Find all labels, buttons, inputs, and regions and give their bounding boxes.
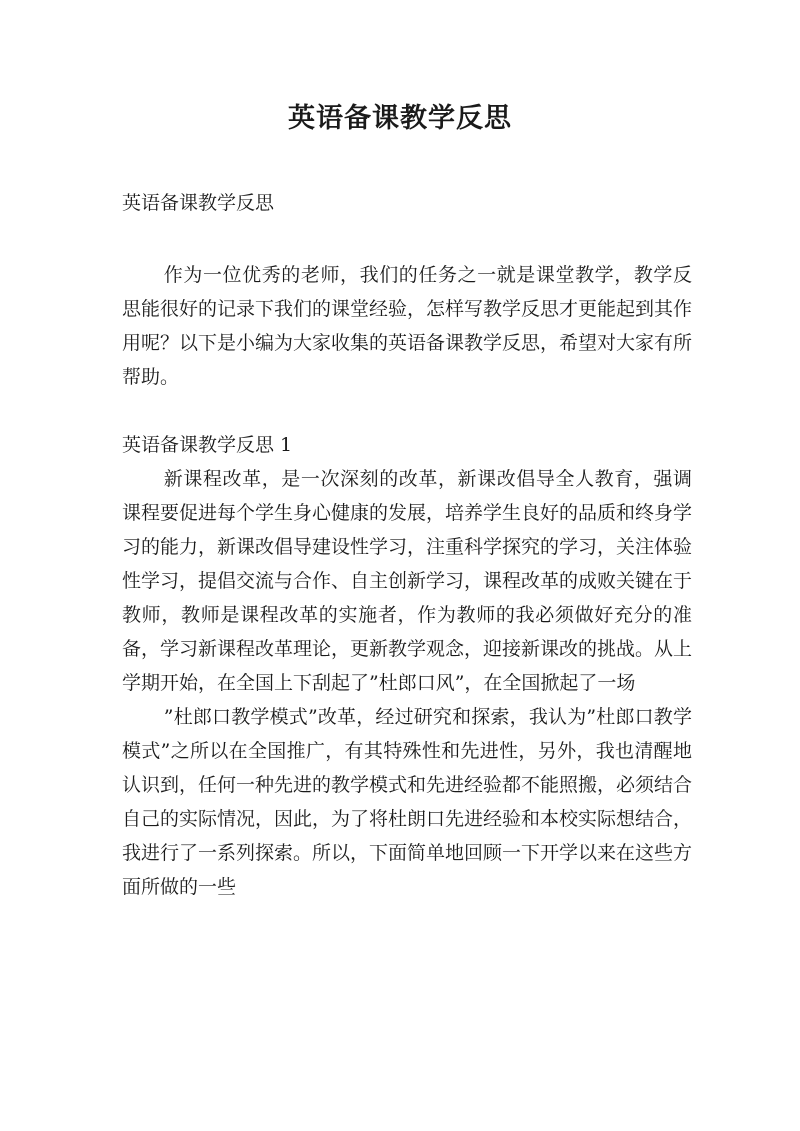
document-subtitle: 英语备课教学反思 bbox=[122, 192, 275, 214]
intro-paragraph: 作为一位优秀的老师，我们的任务之一就是课堂教学，教学反思能很好的记录下我们的课堂经验，怎样写教学反思才更能起到其作用呢？以下是小编为大家收集的英语备课教学反思，希望对大家有所帮助。 bbox=[122, 264, 693, 388]
section-1-paragraph-1: 新课程改革，是一次深刻的改革，新课改倡导全人教育，强调课程要促进每个学生身心健康的发展，培养学生良好的品质和终身学习的能力，新课改倡导建设性学习，注重科学探究的学习，关注体验性学习，提倡交流与合作、自主创新学习，课程改革的成败关键在于教师，教师是课程改革的实施者，作为教师的我必须做好充分的准备，学习新课程改革理论，更新教学观念，迎接新课改的挑战。从上学期开始，在全国上下刮起了”杜郎口风”，在全国掀起了一场 bbox=[122, 468, 693, 694]
section-1-paragraph-2: ”杜郎口教学模式”改革，经过研究和探索，我认为”杜郎口教学模式”之所以在全国推广，有其特殊性和先进性，另外，我也清醒地认识到，任何一种先进的教学模式和先进经验都不能照搬，必须结合自己的实际情况，因此，为了将杜朗口先进经验和本校实际想结合，我进行了一系列探索。所以，下面简单地回顾一下开学以来在这些方面所做的一些 bbox=[122, 706, 693, 898]
document-body bbox=[122, 186, 692, 904]
section-heading-1: 英语备课教学反思 1 bbox=[122, 434, 293, 456]
document-title: 英语备课教学反思 bbox=[288, 103, 512, 134]
